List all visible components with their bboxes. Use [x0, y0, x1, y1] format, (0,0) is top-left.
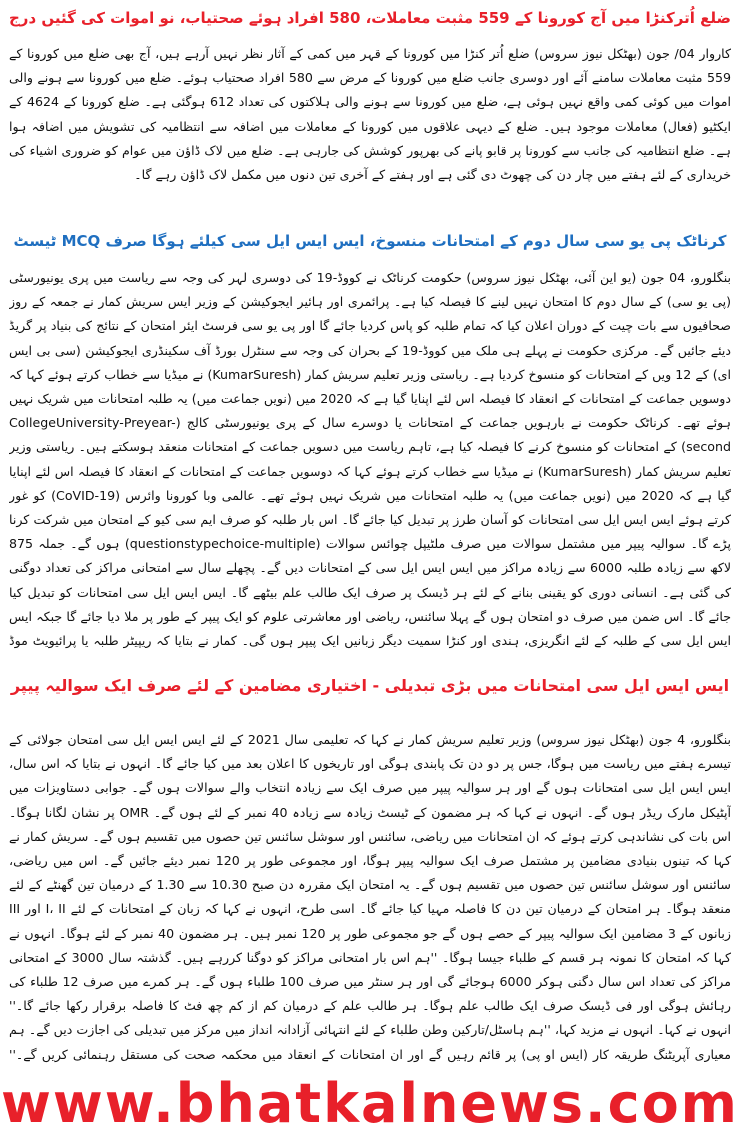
article-3-body: بنگلورو، 4 جون (بھٹکل نیوز سروس) وزیر تعلیم سریش کمار نے کہا کہ تعلیمی سال 2021 کے لئے ایس ایس ایل سی امتحان جولائی کے تیسرے ہفتے میں ریاست میں ہوگا، جس پر دو دن تک پابندی ہوگی اور تاریخوں کا اعلان بعد میں کیا جائے گا۔ انہوں نے بتایا کہ اس سال، ایس ایس ایل سی امتحانات ہوں گے اور ہر سوالیہ پیپر میں صرف ایک سے زیادہ انتخاب والے سوالات ہوں گے۔ جوابی دستاویزات میں آپٹیکل مارک ریڈر ہوں گے۔ انہوں نے کہا کہ ہر مضمون کے ٹیسٹ زیادہ سے زیادہ 40 نمبر کے لئے ہوں گے۔ OMR پر نشان لگانا ہوگا۔ اس بات کی نشاندہی کرتے ہوئے کہ ان امتحانات میں ریاضی، سائنس اور سوشل سائنس تین حصوں میں تقسیم ہوں گے۔ سریش کمار نے کہا کہ تینوں بنیادی مضامین پر مشتمل صرف ایک سوالیہ پیپر ہوگا، اور مجموعی طور پر 120 نمبر دیئے جائیں گے۔ اس میں ریاضی، سائنس اور سوشل سائنس تین حصوں میں تقسیم ہوں گے۔ یہ امتحان ایک مقررہ دن صبح 10.30 سے 1.30 کے درمیان تین گھنٹے کے لئے منعقد ہوگا۔ ہر امتحان کے درمیان تین دن کا فاصلہ مہیا کیا جائے گا۔ اسی طرح، انہوں نے کہا کہ زبان کے امتحانات کے لئے I، II اور III زبانوں کے 3 مضامین ایک سوالیہ پیپر کے حصے ہوں گے جو مجموعی طور پر 120 نمبر ہیں۔ ہر مضمون 40 نمبر کے لئے ہوگا۔ انہوں نے کہا کہ امتحان کا نمونہ ہر قسم کے طلباء جیسا ہوگا۔ ''ہم اس بار امتحانی مراکز کو دوگنا کررہے ہیں۔ گذشتہ سال 3000 کے امتحانی مراکز کی تعداد اس سال دگنی ہوکر 6000 ہوجائے گی اور ہر سنٹر میں صرف 100 طلباء ہوں گے۔ ہر کمرے میں صرف 12 طلباء کی رہائش ہوگی اور فی ڈیسک صرف ایک طالب علم ہوگا۔ ہر طالب علم کے درمیان کم از کم چھ فٹ کا فاصلہ برقرار رکھا جائے گا۔'' انہوں نے کہا۔ انہوں نے مزید کہا، ''ہم ہاسٹل/تارکین وطن طلباء کے لئے انتہائی آزادانہ انداز میں مرکز میں تبدیلی کی اجازت دیں گے۔ ہم معیاری آپریٹنگ طریقہ کار (ایس او پی) پر قائم رہیں گے اور ان امتحانات کے انعقاد میں محکمہ صحت کی مستقل رہنمائی کریں گے۔'': [9, 732, 731, 1062]
article-2-body: بنگلورو، 04 جون (یو این آئی، بھٹکل نیوز سروس) حکومت کرناٹک نے کووڈ-19 کی دوسری لہر کی وجہ سے ریاست میں پری یونیورسٹی (پی یو سی) کے سال دوم کا امتحان نہیں لینے کا فیصلہ کیا ہے۔ پرائمری اور ہائیر ایجوکیشن کے وزیر ایس سریش کمار نے جمعہ کے روز صحافیوں سے بات چیت کے دوران اعلان کیا کہ تمام طلبہ کو پاس کردیا جائے گا اور پی یو سی فرسٹ ایئر امتحان کے نتائج کی بنیاد پر گریڈ دیئے جائیں گے۔ مرکزی حکومت نے پہلے ہی ملک میں کووڈ-19 کے بحران کی وجہ سے سنٹرل بورڈ آف سکینڈری ایجوکیشن (سی بی ایس ای) کے 12 ویں کے امتحانات کو منسوخ کردیا ہے۔ ریاستی وزیر تعلیم سریش کمار (KumarSuresh) نے میڈیا سے خطاب کرتے ہوئے کہا کہ دوسویں جماعت کے امتحانات کے انعقاد کا فیصلہ اس لئے اپنایا گیا ہے کہ 2020 میں (نویں جماعت میں) یہ طلبہ امتحانات میں شریک نہیں ہوئے تھے۔ کرناٹک حکومت نے بارہویں جماعت کے امتحانات یا دوسرے سال کے پری یونیورسٹی کالج (CollegeUniversity-Preyear-second) کے امتحانات کو منسوخ کرنے کا فیصلہ کیا ہے، تاہم ریاست میں دسویں جماعت کے امتحانات منعقد ہوسکتے ہیں۔ ریاستی وزیر تعلیم سریش کمار (KumarSuresh) نے میڈیا سے خطاب کرتے ہوئے کہا کہ دوسویں جماعت کے امتحانات کے انعقاد کا فیصلہ اس لئے اپنایا گیا ہے کہ 2020 میں (نویں جماعت میں) یہ طلبہ امتحانات میں شریک نہیں ہوئے تھے۔ عالمی وبا کورونا وائرس (CoVID-19) کو غور کرتے ہوئے ایس ایس ایل سی امتحانات کو آسان طرز پر تبدیل کیا جائے گا۔ اس بار طلبہ کو صرف ایم سی کیو کے امتحان میں شرکت کرنا پڑے گا۔ سوالیہ پیپر میں مشتمل سوالات میں صرف ملٹیپل چوائس سوالات (questionstypechoice-multiple) ہوں گے۔ جملہ 875 لاکھ سے زیادہ طلبہ 6000 سے زیادہ مراکز میں ایس ایس ایل سی کے امتحانات دیں گے۔ پچھلے سال سے امتحانی مراکز کی تعداد دوگنی کی گئی ہے۔ انسانی دوری کو یقینی بنانے کے لئے ہر ڈیسک پر صرف ایک طالب علم بیٹھے گا۔ ایس ایس ایل سی امتحانات کو تبدیل کیا جائے گا۔ اس ضمن میں صرف دو امتحان ہوں گے پہلا سائنس، ریاضی اور معاشرتی علوم کو ایک پیپر کے طور پر ملا دیا جائے گا جبکہ ایس ایس ایل سی کے طلبہ کے لئے انگریزی، ہندی اور کنڑا سمیت دیگر زبانیں ایک پیپر ہوں گی۔ کمار نے بتایا کہ ریپیٹر طلبہ یا پرائیویٹ موڈ: [9, 270, 731, 649]
article-1-body: کاروار 04/ جون (بھٹکل نیوز سروس) ضلع اُتر کنڑا میں کورونا کے قہر میں کمی کے آثار نظر نہیں آرہے ہیں، آج بھی ضلع میں کورونا کے 559 مثبت معاملات سامنے آئے اور دوسری جانب ضلع میں کورونا کے مرض سے 580 افراد صحتیاب ہوئے۔ ضلع میں کورونا سے ہونے والی اموات میں کوئی کمی واقع نہیں ہوئی ہے، ضلع میں کورونا سے ہونے والی ہلاکتوں کی تعداد 612 ہوگئی ہے۔ ضلع کورونا کے 4624 کے ایکٹیو (فعال) معاملات موجود ہیں۔ ضلع کے دیہی علاقوں میں کورونا کے معاملات میں اضافہ سے انتظامیہ کی تشویش میں اضافہ ہوا ہے۔ ضلع انتظامیہ کی جانب سے کورونا پر قابو پانے کی بھرپور کوشش کی جارہی ہے۔ ضلع میں لاک ڈاؤن میں عوام کو ضروری اشیاء کی خریداری کے لئے ہفتے میں چار دن کی چھوٹ دی گئی ہے اور ہفتے کے آخری تین دنوں میں مکمل لاک ڈاؤن رہے گا۔: [9, 46, 731, 183]
article-2-headline: کرناٹک پی یو سی سال دوم کے امتحانات منسوخ، ایس ایس ایل سی کیلئے ہوگا صرف MCQ ٹیسٹ: [13, 232, 727, 250]
article-3-headline: ایس ایس ایل سی امتحانات میں بڑی تبدیلی - اختیاری مضامین کے لئے صرف ایک سوالیہ پیپر: [10, 676, 730, 695]
website-footer: www.bhatkalnews.com: [1, 1074, 739, 1134]
article-1-headline: ضلع اُترکنڑا میں آج کورونا کے 559 مثبت معاملات، 580 افراد ہوئے صحتیاب، نو اموات کی گئیں درج: [9, 9, 731, 27]
